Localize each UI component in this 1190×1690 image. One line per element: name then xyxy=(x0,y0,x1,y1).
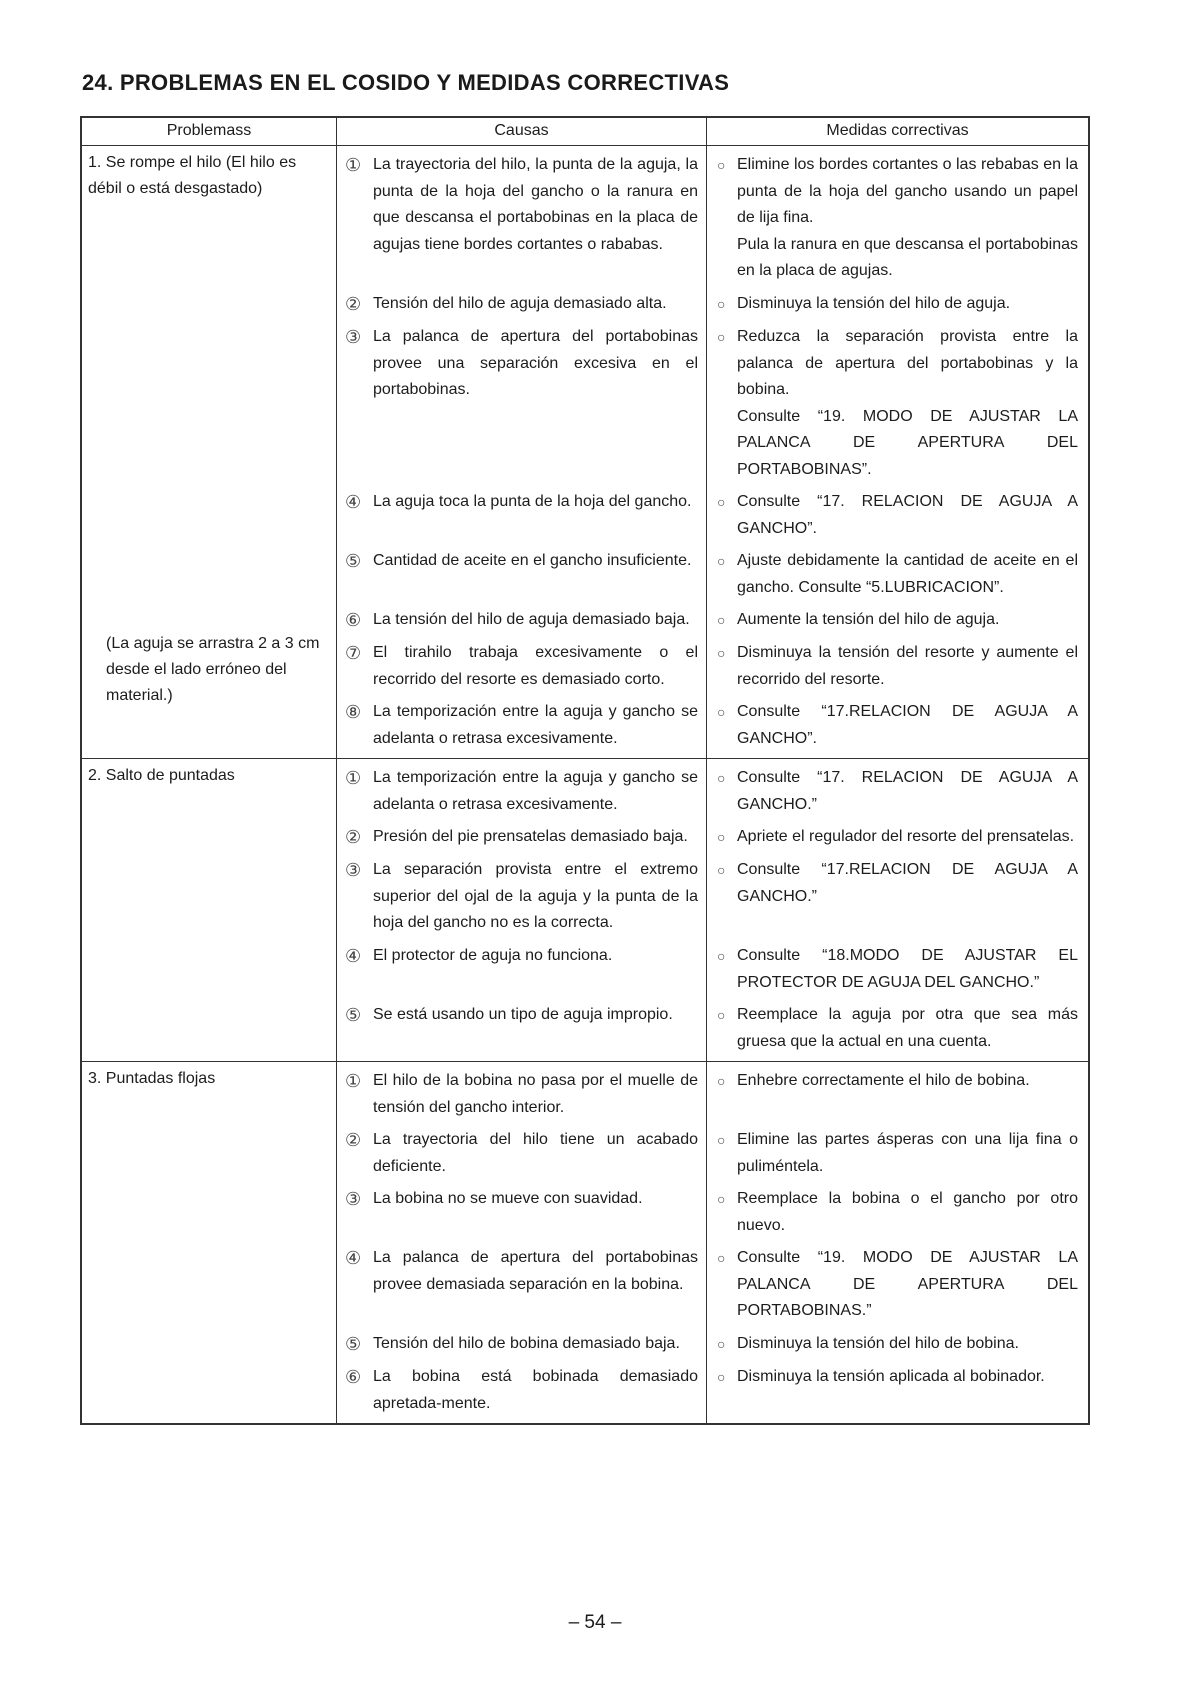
circled-number-icon: ⑥ xyxy=(345,1367,362,1387)
cause-text: La separación provista entre el extremo superior del ojal de la aguja y la punta de la hoja del gancho no es la correcta. xyxy=(373,861,698,931)
measure-text: Consulte “17. RELACION DE AGUJA A GANCHO”. xyxy=(737,493,1078,537)
measure-item xyxy=(707,699,1078,758)
bullet-circle-icon: ○ xyxy=(717,770,726,786)
measure-extra-text: Consulte “19. MODO DE AJUSTAR LA PALANCA DE APERTURA DEL PORTABOBINAS”. xyxy=(737,407,1078,478)
measure-item xyxy=(707,857,1078,943)
cause-text: La aguja toca la punta de la hoja del gancho. xyxy=(373,493,692,510)
problem-cell xyxy=(82,759,336,1061)
cause-item xyxy=(337,1068,706,1127)
header-measures: Medidas correctivas xyxy=(706,118,1088,145)
problem-label: 1. Se rompe el hilo (El hilo es débil o está desgastado) xyxy=(88,154,297,197)
circled-number-icon: ② xyxy=(345,294,362,314)
cause-item xyxy=(337,640,706,699)
problem-label: 2. Salto de puntadas xyxy=(88,767,235,784)
bullet-circle-icon: ○ xyxy=(717,553,726,569)
bullet-circle-icon: ○ xyxy=(717,296,726,312)
cause-item xyxy=(337,1127,706,1186)
measure-text: Disminuya la tensión del hilo de bobina. xyxy=(737,1335,1019,1352)
measure-item xyxy=(707,1002,1078,1061)
bullet-circle-icon: ○ xyxy=(717,1073,726,1089)
cause-item xyxy=(337,291,706,324)
causes-cell xyxy=(336,146,706,758)
cause-text: La bobina está bobinada demasiado apretada-mente. xyxy=(373,1368,698,1412)
cause-item xyxy=(337,943,706,1002)
cause-text: La temporización entre la aguja y gancho se adelanta o retrasa excesivamente. xyxy=(373,703,698,747)
cause-item xyxy=(337,1364,706,1423)
measure-extra-text: Pula la ranura en que descansa el portabobinas en la placa de agujas. xyxy=(737,235,1078,279)
bullet-circle-icon: ○ xyxy=(717,704,726,720)
cause-text: La temporización entre la aguja y gancho se adelanta o retrasa excesivamente. xyxy=(373,769,698,813)
measure-text: Elimine las partes ásperas con una lija fina o puliméntela. xyxy=(737,1131,1078,1175)
circled-number-icon: ② xyxy=(345,1130,362,1150)
circled-number-icon: ③ xyxy=(345,860,362,880)
measure-text: Apriete el regulador del resorte del prensatelas. xyxy=(737,828,1075,845)
measures-cell xyxy=(706,759,1088,1061)
bullet-circle-icon: ○ xyxy=(717,1336,726,1352)
circled-number-icon: ① xyxy=(345,155,362,175)
bullet-circle-icon: ○ xyxy=(717,329,726,345)
problem-section xyxy=(82,759,1088,1062)
cause-item xyxy=(337,489,706,548)
circled-number-icon: ⑥ xyxy=(345,610,362,630)
measure-item xyxy=(707,1364,1078,1423)
cause-text: Se está usando un tipo de aguja impropio. xyxy=(373,1006,673,1023)
circled-number-icon: ⑤ xyxy=(345,1334,362,1354)
problem-section xyxy=(82,1062,1088,1423)
measure-item xyxy=(707,1186,1078,1245)
bullet-circle-icon: ○ xyxy=(717,948,726,964)
cause-item xyxy=(337,1002,706,1061)
circled-number-icon: ⑤ xyxy=(345,1005,362,1025)
bullet-circle-icon: ○ xyxy=(717,1132,726,1148)
measure-item xyxy=(707,640,1078,699)
cause-text: Presión del pie prensatelas demasiado baja. xyxy=(373,828,688,845)
measure-text: Consulte “18.MODO DE AJUSTAR EL PROTECTOR DE AGUJA DEL GANCHO.” xyxy=(737,947,1078,991)
measure-item xyxy=(707,1127,1078,1186)
problem-label: 3. Puntadas flojas xyxy=(88,1070,216,1087)
circled-number-icon: ④ xyxy=(345,1248,362,1268)
problem-section xyxy=(82,146,1088,759)
circled-number-icon: ① xyxy=(345,768,362,788)
bullet-circle-icon: ○ xyxy=(717,862,726,878)
circled-number-icon: ② xyxy=(345,827,362,847)
cause-item xyxy=(337,1186,706,1245)
measure-text: Reduzca la separación provista entre la palanca de apertura del portabobinas y la bobina. xyxy=(737,328,1078,398)
page-title: 24. PROBLEMAS EN EL COSIDO Y MEDIDAS CORRECTIVAS xyxy=(82,70,730,95)
measure-text: Ajuste debidamente la cantidad de aceite en el gancho. Consulte “5.LUBRICACION”. xyxy=(737,552,1078,596)
measure-text: Disminuya la tensión del resorte y aumente el recorrido del resorte. xyxy=(737,644,1078,688)
problem-note: (La aguja se arrastra 2 a 3 cm desde el lado erróneo del material.) xyxy=(106,635,320,704)
circled-number-icon: ③ xyxy=(345,1189,362,1209)
cause-item xyxy=(337,548,706,607)
cause-text: Tensión del hilo de bobina demasiado baja. xyxy=(373,1335,680,1352)
troubleshooting-table xyxy=(80,116,1090,1425)
circled-number-icon: ④ xyxy=(345,492,362,512)
bullet-circle-icon: ○ xyxy=(717,1191,726,1207)
cause-item xyxy=(337,607,706,640)
cause-text: La palanca de apertura del portabobinas provee una separación excesiva en el portabobinas. xyxy=(373,328,698,398)
table-body xyxy=(82,146,1088,1423)
problem-cell xyxy=(82,1062,336,1423)
causes-cell xyxy=(336,1062,706,1423)
measure-item xyxy=(707,324,1078,489)
measure-item xyxy=(707,607,1078,640)
cause-text: El tirahilo trabaja excesivamente o el recorrido del resorte es demasiado corto. xyxy=(373,644,698,688)
bullet-circle-icon: ○ xyxy=(717,1250,726,1266)
measure-text: Reemplace la bobina o el gancho por otro nuevo. xyxy=(737,1190,1078,1234)
measure-item xyxy=(707,1245,1078,1331)
bullet-circle-icon: ○ xyxy=(717,1369,726,1385)
measure-text: Disminuya la tensión aplicada al bobinador. xyxy=(737,1368,1045,1385)
cause-text: La palanca de apertura del portabobinas provee demasiada separación en la bobina. xyxy=(373,1249,698,1293)
measure-item xyxy=(707,152,1078,291)
bullet-circle-icon: ○ xyxy=(717,645,726,661)
cause-item xyxy=(337,857,706,943)
measure-text: Consulte “19. MODO DE AJUSTAR LA PALANCA DE APERTURA DEL PORTABOBINAS.” xyxy=(737,1249,1078,1319)
measure-text: Enhebre correctamente el hilo de bobina. xyxy=(737,1072,1030,1089)
measure-item xyxy=(707,548,1078,607)
cause-item xyxy=(337,152,706,291)
cause-item xyxy=(337,699,706,758)
measure-text: Reemplace la aguja por otra que sea más gruesa que la actual en una cuenta. xyxy=(737,1006,1078,1050)
cause-text: La trayectoria del hilo tiene un acabado deficiente. xyxy=(373,1131,698,1175)
measure-item xyxy=(707,291,1078,324)
cause-text: El protector de aguja no funciona. xyxy=(373,947,613,964)
measure-text: Aumente la tensión del hilo de aguja. xyxy=(737,611,1000,628)
measure-text: Consulte “17.RELACION DE AGUJA A GANCHO”. xyxy=(737,703,1078,747)
measure-item xyxy=(707,1068,1078,1127)
circled-number-icon: ⑧ xyxy=(345,702,362,722)
measure-text: Disminuya la tensión del hilo de aguja. xyxy=(737,295,1011,312)
header-problems: Problemass xyxy=(166,122,252,139)
circled-number-icon: ① xyxy=(345,1071,362,1091)
page-number: – 54 – xyxy=(568,1612,622,1633)
measure-item xyxy=(707,824,1078,857)
measure-item xyxy=(707,1331,1078,1364)
measure-text: Consulte “17. RELACION DE AGUJA A GANCHO.” xyxy=(737,769,1078,813)
cause-item xyxy=(337,1331,706,1364)
bullet-circle-icon: ○ xyxy=(717,829,726,845)
cause-text: El hilo de la bobina no pasa por el muelle de tensión del gancho interior. xyxy=(373,1072,698,1116)
cause-text: Tensión del hilo de aguja demasiado alta. xyxy=(373,295,667,312)
cause-text: Cantidad de aceite en el gancho insuficiente. xyxy=(373,552,692,569)
circled-number-icon: ③ xyxy=(345,327,362,347)
cause-item xyxy=(337,324,706,489)
header-causes: Causas xyxy=(336,118,706,145)
bullet-circle-icon: ○ xyxy=(717,612,726,628)
circled-number-icon: ⑤ xyxy=(345,551,362,571)
measure-item xyxy=(707,765,1078,824)
table-header xyxy=(82,118,1088,146)
cause-item xyxy=(337,1245,706,1331)
measures-cell xyxy=(706,1062,1088,1423)
measures-cell xyxy=(706,146,1088,758)
causes-cell xyxy=(336,759,706,1061)
bullet-circle-icon: ○ xyxy=(717,494,726,510)
measure-text: Consulte “17.RELACION DE AGUJA A GANCHO.” xyxy=(737,861,1078,905)
bullet-circle-icon: ○ xyxy=(717,157,726,173)
cause-text: La tensión del hilo de aguja demasiado baja. xyxy=(373,611,690,628)
cause-text: La bobina no se mueve con suavidad. xyxy=(373,1190,643,1207)
bullet-circle-icon: ○ xyxy=(717,1007,726,1023)
measure-item xyxy=(707,943,1078,1002)
measure-text: Elimine los bordes cortantes o las rebabas en la punta de la hoja del gancho usando un papel de lija fina. xyxy=(737,156,1078,226)
cause-item xyxy=(337,824,706,857)
circled-number-icon: ⑦ xyxy=(345,643,362,663)
cause-text: La trayectoria del hilo, la punta de la aguja, la punta de la hoja del gancho o la ranura en que descansa el portabobinas en la placa de agujas tiene bordes cortantes o rababas. xyxy=(373,156,698,253)
cause-item xyxy=(337,765,706,824)
circled-number-icon: ④ xyxy=(345,946,362,966)
measure-item xyxy=(707,489,1078,548)
problem-cell xyxy=(82,146,336,758)
